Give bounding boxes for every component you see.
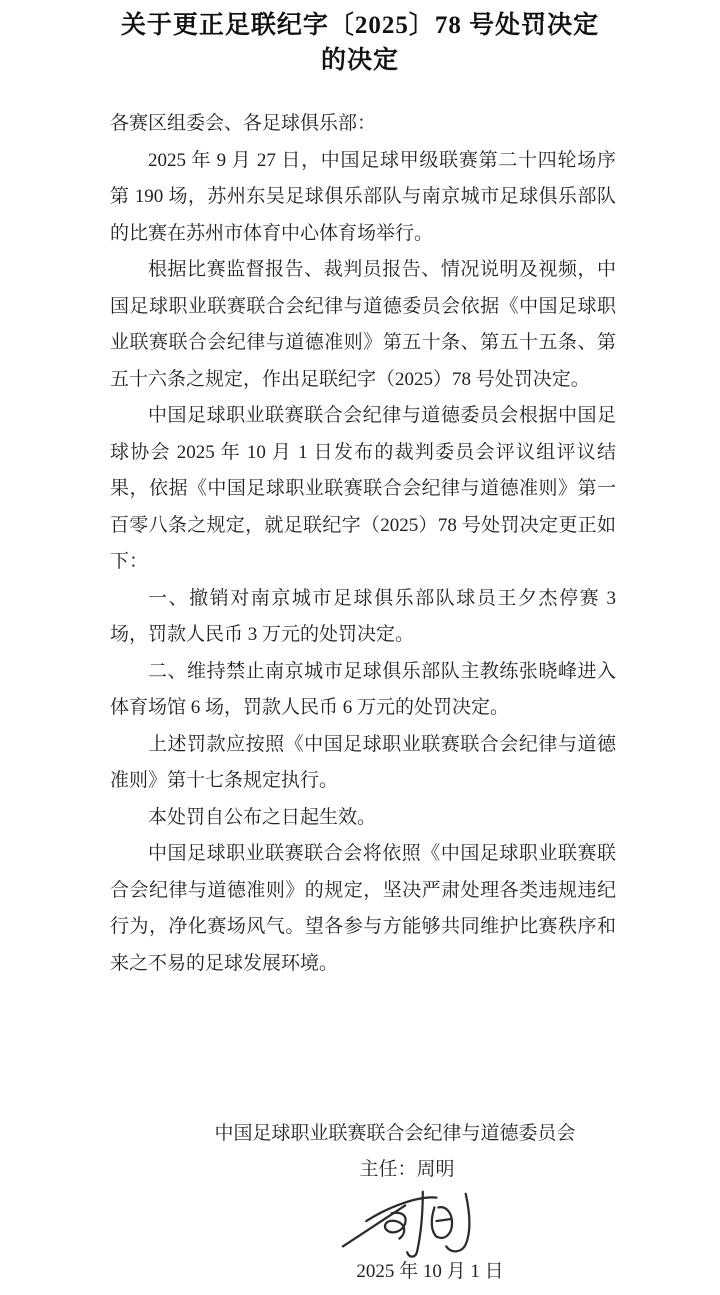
document-body	[110, 106, 616, 982]
document-title	[0, 0, 720, 78]
paragraph-correction-basis: 中国足球职业联赛联合会纪律与道德委员会根据中国足球协会 2025 年 10 月 1 日发布的裁判委员会评议组评议结果，依据《中国足球职业联赛联合会纪律与道德准则》第一百零八条之规定，就足联纪字（2025）78 号处罚决定更正如下：	[110, 405, 616, 572]
signoff-date: 2025 年 10 月 1 日	[356, 1261, 504, 1282]
signature-autograph	[90, 1184, 720, 1262]
signoff-signer: 主任：周明	[359, 1159, 455, 1180]
salutation: 各赛区组委会、各足球俱乐部：	[110, 113, 377, 134]
paragraph-item-2-upheld: 二、维持禁止南京城市足球俱乐部队主教练张晓峰进入体育场馆 6 场，罚款人民币 6 万元的处罚决定。	[110, 660, 616, 718]
signoff-organization: 中国足球职业联赛联合会纪律与道德委员会	[214, 1123, 576, 1144]
paragraph-match-info: 2025 年 9 月 27 日，中国足球甲级联赛第二十四轮场序第 190 场，苏州东吴足球俱乐部队与南京城市足球俱乐部队的比赛在苏州市体育中心体育场举行。	[110, 149, 616, 244]
paragraph-closing-statement: 中国足球职业联赛联合会将依照《中国足球职业联赛联合会纪律与道德准则》的规定，坚决严肃处理各类违规违纪行为，净化赛场风气。望各参与方能够共同维护比赛秩序和来之不易的足球发展环境。	[110, 843, 616, 974]
document-title-line-1: 关于更正足联纪字〔2025〕78 号处罚决定	[120, 12, 600, 39]
paragraph-effective-date: 本处罚自公布之日起生效。	[148, 806, 377, 828]
document-signoff	[0, 1116, 720, 1290]
paragraph-fine-execution: 上述罚款应按照《中国足球职业联赛联合会纪律与道德准则》第十七条规定执行。	[110, 733, 616, 791]
paragraph-original-decision-basis: 根据比赛监督报告、裁判员报告、情况说明及视频，中国足球职业联赛联合会纪律与道德委员会依据《中国足球职业联赛联合会纪律与道德准则》第五十条、第五十五条、第五十六条之规定，作出足联纪字（2025）78 号处罚决定。	[110, 259, 616, 390]
signature-autograph-icon	[337, 1184, 493, 1262]
document-title-line-2: 的决定	[320, 47, 399, 74]
paragraph-item-1-revocation: 一、撤销对南京城市足球俱乐部队球员王夕杰停赛 3 场，罚款人民币 3 万元的处罚决定。	[110, 587, 616, 645]
